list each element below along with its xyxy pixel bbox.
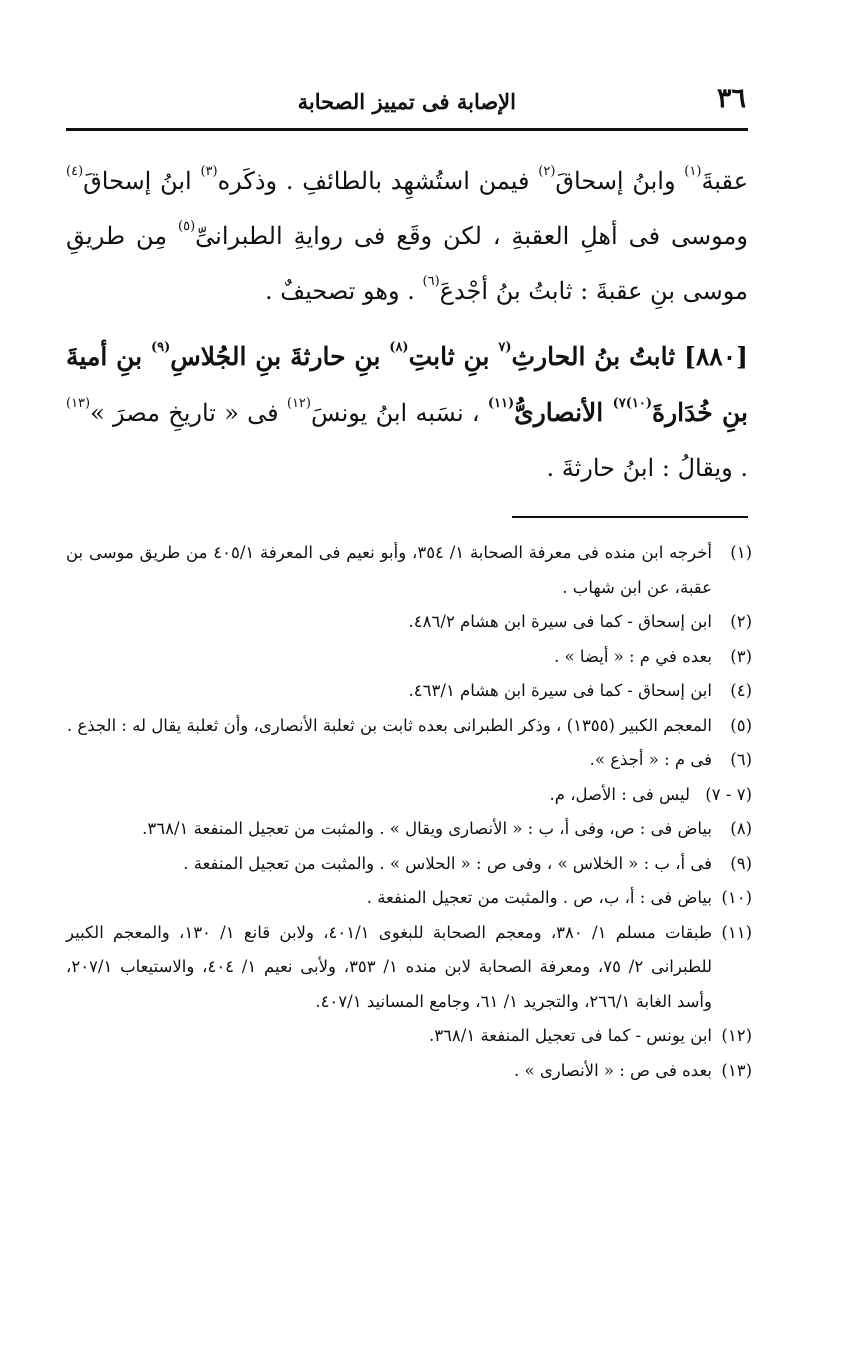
footnote-item bbox=[66, 536, 752, 605]
footnote-text: طبقات مسلم ١/ ٣٨٠، ومعجم الصحابة للبغوى ٤٠١/١، ولابن قانع ١/ ١٣٠، والمعجم الكبير للطبرانى ٢/ ٧٥، ومعرفة الصحابة لابن منده ١/ ٣٥٣، ولأبى نعيم ١/ ٤٠٤، والاستيعاب ٢٠٧/١، وأسد الغابة ٢٦٦/١، والتجريد ١/ ٦١، وجامع المسانيد ٤٠٧/١. bbox=[66, 922, 712, 1011]
footnote-marker: (٤) bbox=[730, 681, 752, 700]
footnote-text: بعده فى ص : « الأنصارى » . bbox=[514, 1060, 712, 1080]
footnote-item bbox=[66, 674, 752, 709]
footnote-marker: (١١) bbox=[721, 922, 752, 942]
footnote-text: بعده في م : « أيضا » . bbox=[554, 646, 712, 666]
footnote-text: ابن إسحاق - كما فى سيرة ابن هشام ٤٦٣/١. bbox=[408, 681, 712, 700]
footnote-ref: (١٠)٧) bbox=[612, 396, 652, 411]
paragraph-continuation bbox=[66, 154, 748, 319]
entry-number: [٨٨٠] bbox=[684, 342, 749, 371]
footnote-ref: (٢) bbox=[538, 164, 556, 179]
footnote-marker: (٧ - ٧) bbox=[705, 784, 752, 804]
footnote-ref: (٩) bbox=[150, 340, 171, 355]
text-run: فى « تاريخِ مصرَ » bbox=[90, 399, 287, 427]
biography-entry bbox=[66, 329, 748, 496]
footnote-ref: (٧ bbox=[498, 340, 512, 355]
footnote-text: أخرجه ابن منده فى معرفة الصحابة ١/ ٣٥٤، وأبو نعيم فى المعرفة ٤٠٥/١ من طريق موسى بن عقبة، عن ابن شهاب . bbox=[66, 543, 713, 597]
footnote-marker: (٦) bbox=[730, 750, 752, 769]
text-run: وموسى فى أهلِ العقبةِ ، لكن وقَع فى روايةِ الطبرانىِّ bbox=[195, 222, 748, 250]
footnote-marker: (٣) bbox=[730, 646, 752, 666]
text-run: . وهو تصحيفٌ . bbox=[265, 277, 423, 305]
footnote-item bbox=[66, 881, 752, 916]
footnote-ref: (٦) bbox=[422, 274, 440, 289]
footnote-item bbox=[66, 847, 752, 882]
text-run: ، نسَبه ابنُ يونسَ bbox=[310, 399, 488, 427]
footnote-item bbox=[66, 1054, 752, 1089]
footnote-marker: (٥) bbox=[730, 715, 752, 735]
text-run: فيمن استُشهِد بالطائفِ . وذكَره bbox=[217, 167, 539, 195]
footnote-item bbox=[66, 1019, 752, 1054]
footnote-ref: (١٢) bbox=[286, 396, 311, 411]
footnotes bbox=[66, 536, 752, 1088]
footnote-marker: (٩) bbox=[730, 853, 752, 873]
footnote-text: بياض فى : ص، وفى أ، ب : « الأنصارى ويقال » . والمثبت من تعجيل المنفعة ٣٦٨/١. bbox=[142, 819, 712, 838]
entry-name-part: الأنصارىُّ bbox=[514, 398, 613, 427]
footnote-separator bbox=[512, 516, 748, 518]
entry-name-part: بنِ أميةَ بنِ خُدَارةَ bbox=[66, 342, 748, 427]
footnote-marker: (١) bbox=[730, 543, 752, 562]
footnote-item bbox=[66, 812, 752, 847]
running-header bbox=[66, 84, 746, 118]
text-run: مِن طريقِ موسى بنِ عقبةَ : ثابتُ بنُ أجْدعَ bbox=[66, 222, 748, 305]
footnote-item bbox=[66, 916, 752, 1020]
footnote-text: فى م : « أجذع ». bbox=[589, 750, 712, 769]
footnote-ref: (١١) bbox=[487, 396, 515, 411]
entry-name-part: ثابتُ بنُ الحارثِ bbox=[511, 342, 685, 371]
footnote-ref: (٤) bbox=[66, 164, 84, 179]
footnote-item bbox=[66, 778, 752, 813]
entry-name-part: بنِ ثابتِ bbox=[408, 342, 499, 371]
main-text bbox=[66, 154, 748, 496]
footnote-text: ابن يونس - كما فى تعجيل المنفعة ٣٦٨/١. bbox=[428, 1026, 712, 1045]
footnote-ref: (١) bbox=[684, 164, 702, 179]
footnote-text: ابن إسحاق - كما فى سيرة ابن هشام ٤٨٦/٢. bbox=[408, 612, 712, 631]
footnote-text: ليس فى : الأصل، م. bbox=[549, 784, 690, 804]
footnote-marker: (١٣) bbox=[721, 1060, 752, 1080]
text-run: وابنُ إسحاقَ bbox=[555, 167, 685, 195]
footnote-text: المعجم الكبير (١٣٥٥) ، وذكر الطبرانى بعده ثابت بن ثعلبة الأنصارى، وأن ثعلبة يقال له : الجذع . bbox=[66, 715, 712, 735]
book-title: الإصابة فى تمييز الصحابة bbox=[297, 89, 516, 114]
footnote-ref: (٨) bbox=[389, 340, 409, 355]
text-run: عقبةَ bbox=[701, 167, 749, 195]
page-number: ٣٦ bbox=[716, 83, 746, 114]
footnote-text: بياض فى : أ، ب، ص . والمثبت من تعجيل المنفعة . bbox=[366, 888, 712, 907]
text-run: ابنُ إسحاقَ bbox=[83, 167, 201, 195]
entry-name-part: بنِ حارثةَ بنِ الجُلاسِ bbox=[170, 342, 390, 371]
footnote-marker: (١٢) bbox=[721, 1026, 752, 1045]
footnote-item bbox=[66, 640, 752, 675]
footnote-text: فى أ، ب : « الخلاس » ، وفى ص : « الحلاس » . والمثبت من تعجيل المنفعة . bbox=[183, 853, 712, 873]
footnote-marker: (٢) bbox=[730, 612, 752, 631]
footnote-item bbox=[66, 743, 752, 778]
footnote-marker: (٨) bbox=[730, 819, 752, 838]
footnote-ref: (٥) bbox=[178, 219, 196, 234]
footnote-ref: (١٣) bbox=[66, 396, 91, 411]
header-rule bbox=[66, 128, 748, 131]
footnote-item bbox=[66, 709, 752, 744]
footnote-item bbox=[66, 605, 752, 640]
footnote-ref: (٣) bbox=[200, 164, 218, 179]
text-run: . ويقالُ : ابنُ حارثةَ . bbox=[546, 454, 748, 482]
footnote-marker: (١٠) bbox=[721, 888, 752, 907]
